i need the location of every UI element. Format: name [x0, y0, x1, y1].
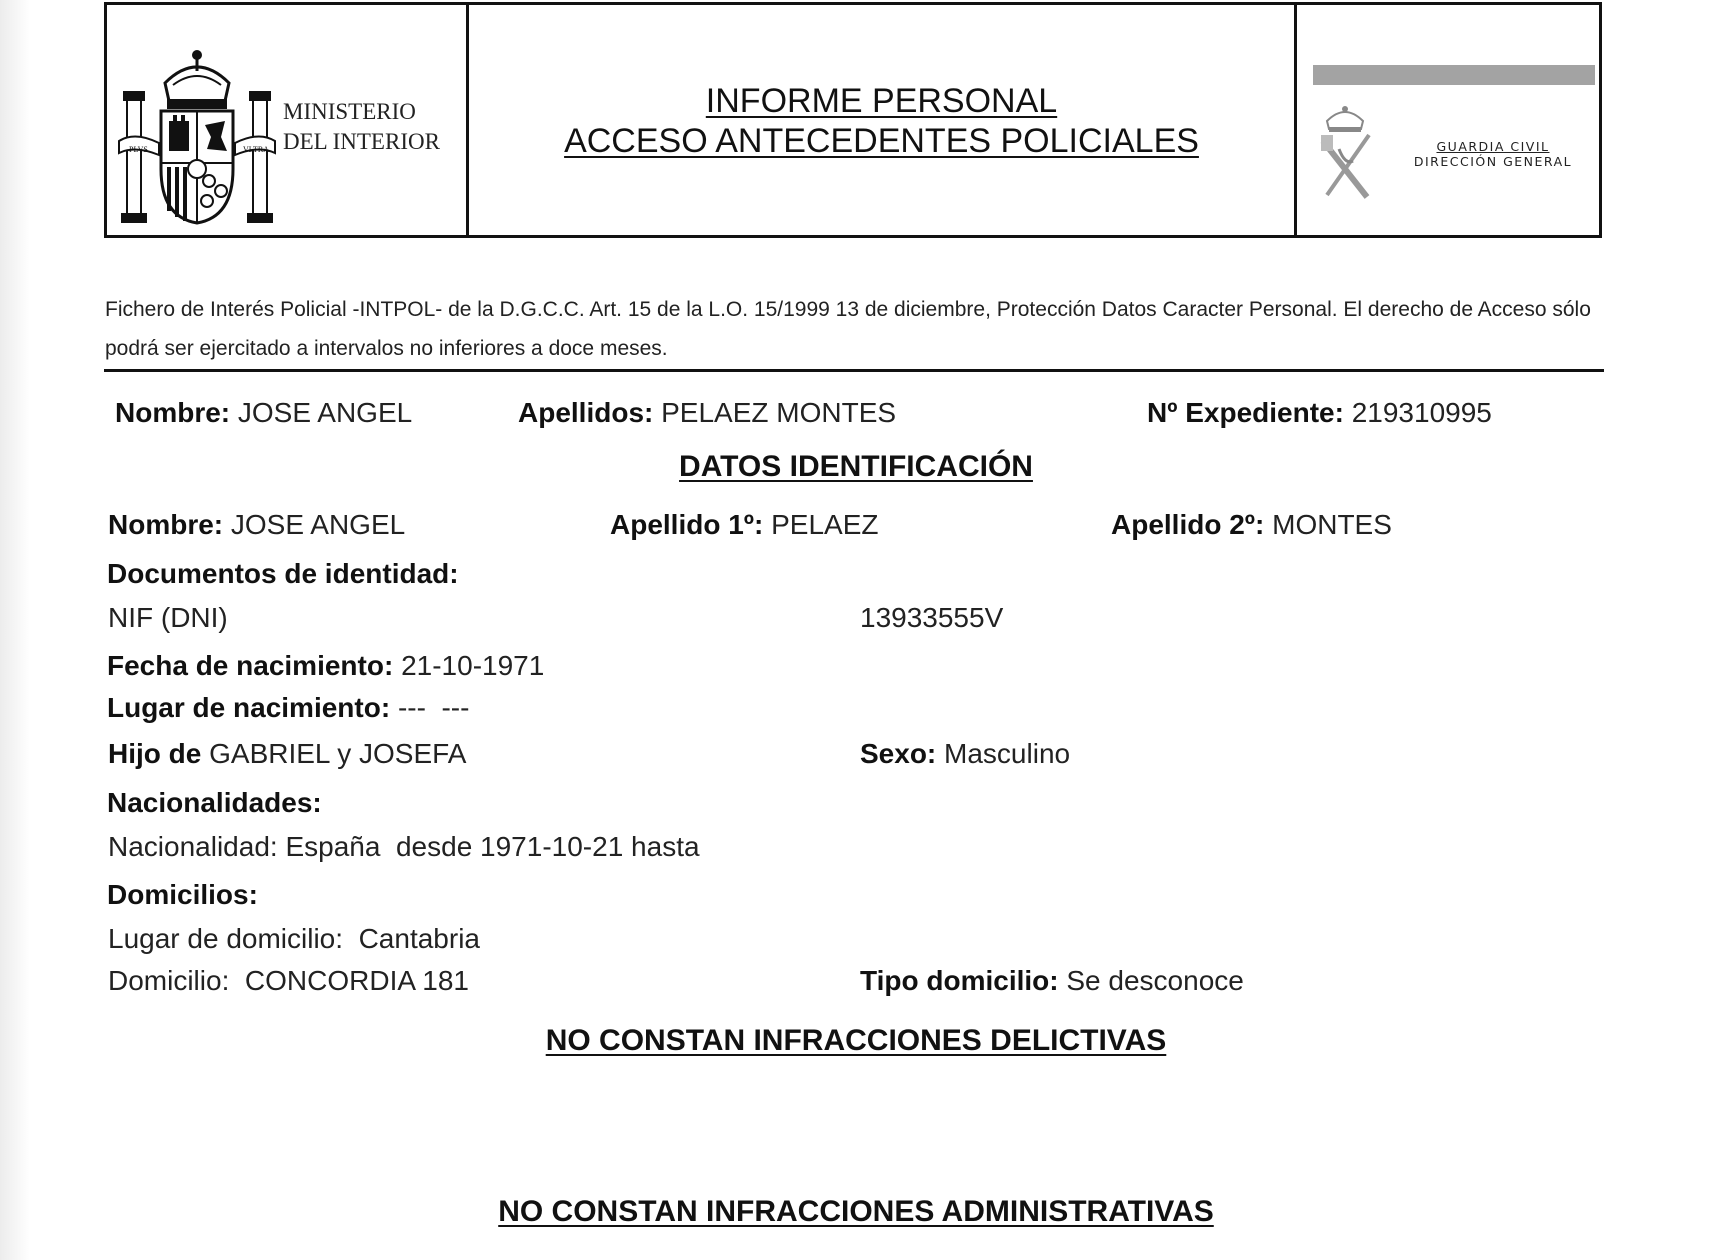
- page-edge-shadow: [0, 0, 30, 1260]
- fecha-nacimiento-value: 21-10-1971: [401, 650, 545, 681]
- ministry-logo-cell: [107, 5, 469, 235]
- lugar-nacimiento-value: --- ---: [397, 692, 470, 723]
- summary-expediente: [1147, 396, 1492, 430]
- summary-apellidos-label: Apellidos:: [518, 397, 654, 428]
- svg-text:VLTRA: VLTRA: [243, 145, 269, 154]
- documentos-label-text: Documentos de identidad:: [107, 558, 459, 589]
- summary-expediente-value: 219310995: [1351, 397, 1492, 428]
- doc-numero: 13933555V: [860, 602, 1004, 633]
- hijo-de: [108, 737, 466, 771]
- guardia-civil-emblem-icon: [1313, 105, 1377, 205]
- gc-line2: DIRECCIÓN GENERAL: [1413, 154, 1573, 169]
- id-nombre-label: Nombre:: [108, 509, 224, 540]
- sexo-label: Sexo:: [860, 738, 937, 769]
- summary-apellidos: [518, 396, 896, 430]
- gray-bar: [1313, 65, 1595, 85]
- report-title-line1: INFORME PERSONAL: [705, 82, 1058, 120]
- tipo-domicilio-label: Tipo domicilio:: [860, 965, 1059, 996]
- id-apellido1: [610, 508, 879, 542]
- divider: [104, 369, 1604, 372]
- guardia-civil-label: [1393, 139, 1593, 169]
- sexo-value: Masculino: [944, 738, 1071, 769]
- svg-text:PLVS: PLVS: [129, 145, 148, 154]
- domicilio: Domicilio: CONCORDIA 181: [108, 965, 469, 996]
- ministry-name: [283, 97, 440, 157]
- infracciones-administrativas-heading: NO CONSTAN INFRACCIONES ADMINISTRATIVAS: [498, 1195, 1214, 1228]
- id-apellido2-value: MONTES: [1272, 509, 1392, 540]
- domicilios-label-text: Domicilios:: [107, 879, 258, 910]
- spain-coat-of-arms-icon: [115, 41, 280, 226]
- ministry-line2: DEL INTERIOR: [283, 129, 440, 154]
- gc-line1: GUARDIA CIVIL: [1436, 139, 1550, 154]
- nacionalidades-label-text: Nacionalidades:: [107, 787, 322, 818]
- datos-identificacion-heading: DATOS IDENTIFICACIÓN: [679, 450, 1033, 483]
- lugar-nacimiento: [107, 691, 469, 725]
- summary-nombre-label: Nombre:: [115, 397, 231, 428]
- report-title-line2: ACCESO ANTECEDENTES POLICIALES: [564, 122, 1199, 160]
- documentos-label: [107, 557, 459, 591]
- sexo: [860, 737, 1070, 771]
- document-header: [104, 2, 1602, 238]
- id-apellido2-label: Apellido 2º:: [1111, 509, 1265, 540]
- report-title: [469, 81, 1294, 161]
- nacionalidades-label: [107, 786, 322, 820]
- legal-notice: Fichero de Interés Policial -INTPOL- de la D.G.C.C. Art. 15 de la L.O. 15/1999 13 de diciembre, Protección Datos Caracter Personal. El derecho de Acceso sólo podrá ser ejercitado a intervalos no inferiores a doce meses.: [105, 298, 1591, 360]
- infracciones-delictivas-heading: NO CONSTAN INFRACCIONES DELICTIVAS: [545, 1024, 1167, 1057]
- report-title-cell: [469, 5, 1297, 235]
- tipo-domicilio-value: Se desconoce: [1066, 965, 1244, 996]
- id-apellido1-value: PELAEZ: [771, 509, 879, 540]
- lugar-domicilio: Lugar de domicilio: Cantabria: [108, 923, 480, 954]
- id-nombre: [108, 508, 405, 542]
- hijo-de-value: GABRIEL y JOSEFA: [209, 738, 467, 769]
- ministry-line1: MINISTERIO: [283, 99, 416, 124]
- nacionalidad-value: Nacionalidad: España desde 1971-10-21 hasta: [108, 831, 700, 862]
- hijo-de-label: Hijo de: [108, 738, 202, 769]
- summary-nombre-value: JOSE ANGEL: [237, 397, 413, 428]
- summary-nombre: [115, 396, 412, 430]
- id-apellido1-label: Apellido 1º:: [610, 509, 764, 540]
- doc-tipo: NIF (DNI): [108, 602, 228, 633]
- fecha-nacimiento: [107, 649, 544, 683]
- summary-expediente-label: Nº Expediente:: [1147, 397, 1344, 428]
- summary-apellidos-value: PELAEZ MONTES: [661, 397, 897, 428]
- tipo-domicilio: [860, 964, 1244, 998]
- id-apellido2: [1111, 508, 1392, 542]
- lugar-nacimiento-label: Lugar de nacimiento:: [107, 692, 391, 723]
- fecha-nacimiento-label: Fecha de nacimiento:: [107, 650, 394, 681]
- id-nombre-value: JOSE ANGEL: [230, 509, 406, 540]
- guardia-civil-cell: [1297, 5, 1599, 235]
- domicilios-label: [107, 878, 258, 912]
